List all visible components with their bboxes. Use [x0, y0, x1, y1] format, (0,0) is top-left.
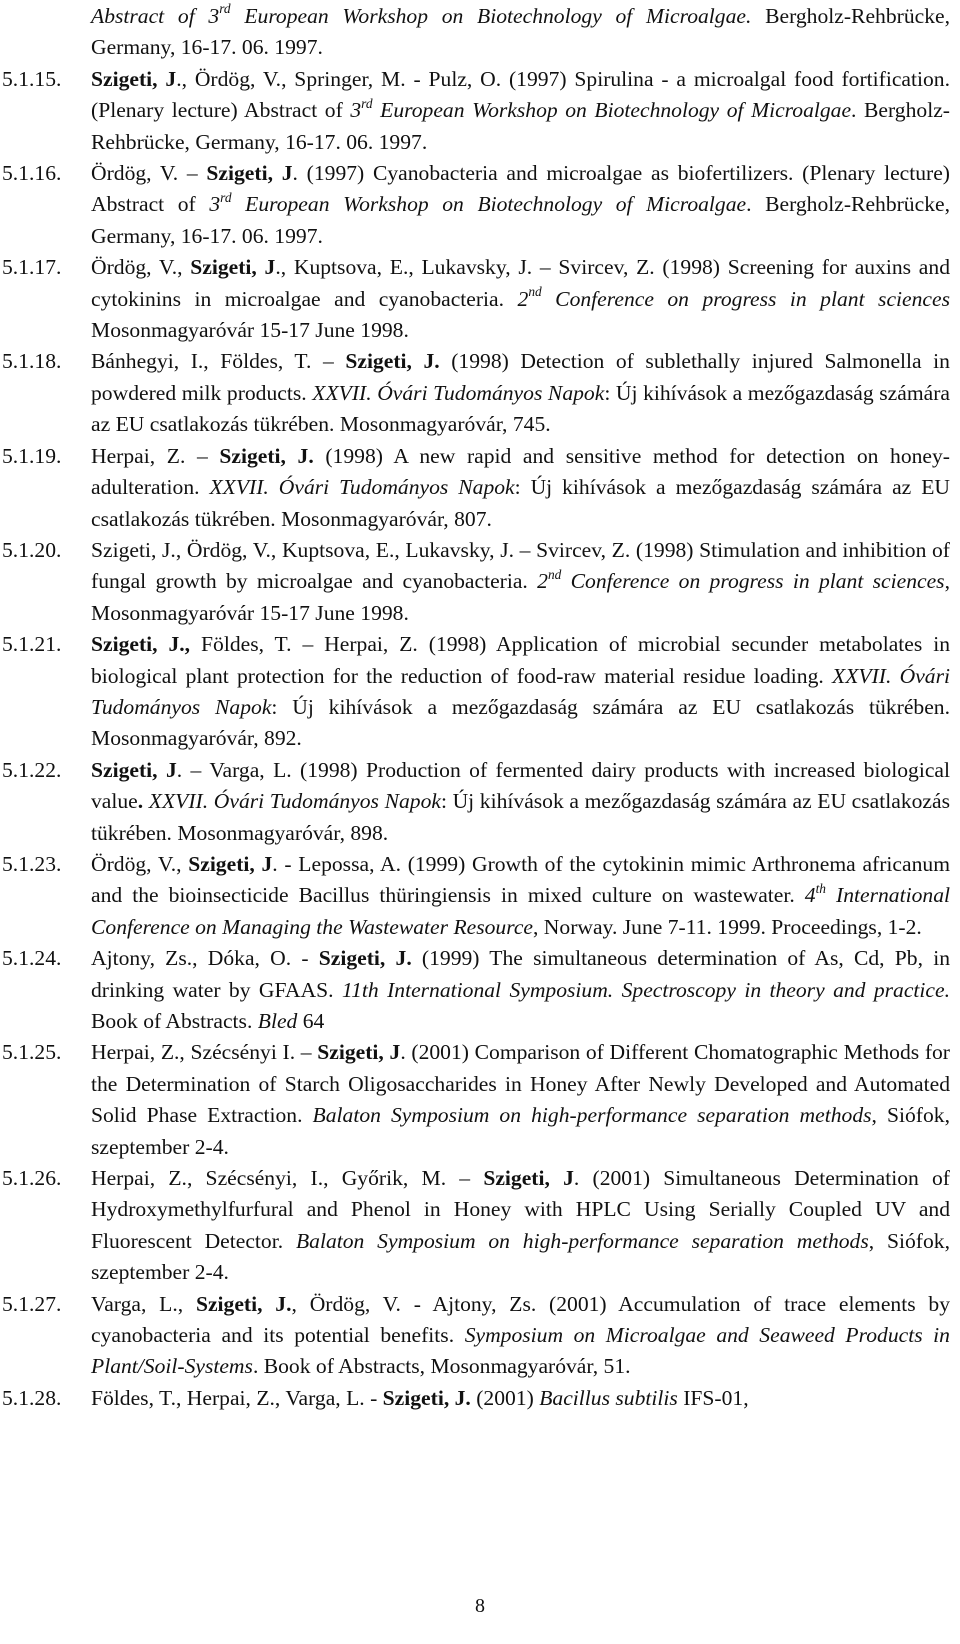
italic-text: Balaton Symposium on high-performance separation methods	[295, 1228, 869, 1253]
reference-text	[91, 64, 950, 158]
reference-number: 5.1.22.	[2, 757, 62, 782]
reference-text-run: (1999) The simultaneous determination of As, Cd, Pb, in drinking water by GFAAS.	[91, 946, 950, 1002]
reference-text-run: . (2001) Simultaneous Determination of Hydroxymethylfurfural and Phenol in Honey with HPLC Using Serially Coupled UV and Fluorescent Detector.	[91, 1166, 950, 1253]
reference-entry	[0, 158, 960, 252]
author-highlight: Szigeti, J	[206, 161, 293, 186]
reference-text	[91, 1037, 950, 1163]
italic-text: Bled	[257, 1009, 298, 1033]
reference-text-run: . (2001) Comparison of Different Chomatographic Methods for the Determination of Starch Oligosaccharides in Honey After Newly Developed and Automated Solid Phase Extraction.	[91, 1040, 951, 1128]
reference-number: 5.1.24.	[2, 946, 62, 971]
italic-text: European Workshop on Biotechnology of Microalgae	[231, 192, 747, 217]
author-highlight: Szigeti, J	[91, 66, 177, 91]
reference-text	[91, 849, 950, 943]
reference-text-run: . – Varga, L. (1998) Production of fermented dairy products with increased biological value	[91, 757, 950, 814]
italic-text: Bacillus subtilis	[539, 1385, 678, 1410]
reference-text-run: Herpai, Z., Szécsényi, I., Győrik, M. –	[91, 1166, 484, 1191]
reference-text	[91, 441, 950, 535]
reference-entry	[0, 441, 960, 535]
reference-entry	[0, 943, 960, 1037]
reference-text-run: : Új kihívások a mezőgazdaság számára az EU csatlakozás tükrében. Mosonmagyaróvár, 898.	[91, 789, 951, 845]
reference-entry	[0, 1, 960, 64]
italic-text: Balaton Symposium on high-performance separation methods	[312, 1103, 872, 1128]
reference-text-run: Ördög, V.,	[91, 851, 189, 876]
reference-entry	[0, 755, 960, 849]
superscript: nd	[528, 284, 542, 300]
italic-text: European Workshop on Biotechnology of Microalgae.	[230, 4, 752, 28]
reference-number: 5.1.28.	[2, 1385, 62, 1410]
page-number: 8	[475, 1595, 485, 1617]
italic-text: Symposium on Microalgae and Seaweed Products in Plant/Soil-Systems	[91, 1323, 950, 1379]
reference-entry	[0, 252, 960, 346]
italic-text: Abstract of 3	[91, 4, 220, 28]
reference-text-run: (1998) Detection of sublethally injured Salmonella in powdered milk products.	[91, 349, 950, 405]
reference-entry	[0, 1163, 960, 1289]
reference-text	[91, 1, 950, 64]
reference-text-run: Földes, T. – Herpai, Z. (1998) Application of microbial secunder metabolates in biological plant protection for the reduction of food-raw material residue loading.	[91, 632, 951, 688]
reference-entry	[0, 849, 960, 943]
reference-text-run: Földes, T., Herpai, Z., Varga, L. -	[91, 1385, 383, 1410]
reference-text-run: Herpai, Z. –	[91, 443, 220, 468]
reference-entry	[0, 629, 960, 755]
reference-text-run: : Új kihívások a mezőgazdaság számára az EU csatlakozás tükrében. Mosonmagyaróvár, 807.	[91, 475, 950, 531]
author-highlight: Szigeti, J.,	[91, 632, 191, 657]
reference-text-run: , Norway. June 7-11. 1999. Proceedings, 1-2.	[533, 914, 922, 939]
italic-text: 3	[209, 192, 221, 217]
author-highlight: Szigeti, J	[91, 757, 177, 782]
reference-number: 5.1.17.	[2, 255, 62, 280]
reference-text-run: . Bergholz-Rehbrücke, Germany, 16-17. 06. 1997.	[91, 98, 950, 154]
italic-text: XXVII. Óvári Tudományos Napok	[312, 380, 605, 405]
reference-text-run: , Siófok, szeptember 2-4.	[91, 1228, 950, 1285]
reference-entry	[0, 64, 960, 158]
reference-text-run: , Ördög, V. - Ajtony, Zs. (2001) Accumulation of trace elements by cyanobacteria and its potential benefits.	[91, 1291, 950, 1348]
author-highlight: Szigeti, J.	[195, 1291, 292, 1316]
italic-text: 2	[537, 569, 548, 594]
author-highlight: Szigeti, J.	[382, 1385, 471, 1410]
reference-number: 5.1.25.	[2, 1040, 62, 1065]
reference-number: 5.1.19.	[2, 443, 62, 468]
reference-text-run: Szigeti, J., Ördög, V., Kuptsova, E., Lukavsky, J. – Svircev, Z. (1998) Stimulation and inhibition of fungal growth by microalgae and cyanobacteria.	[91, 537, 950, 594]
reference-number: 5.1.16.	[2, 161, 62, 186]
author-highlight: Szigeti, J	[188, 851, 273, 876]
reference-text-run: , Mosonmagyaróvár 15-17 June 1998.	[91, 569, 950, 625]
superscript: rd	[219, 1, 231, 17]
reference-text	[91, 1163, 950, 1289]
author-highlight: Szigeti, J.	[219, 443, 314, 468]
italic-text: 3	[350, 98, 362, 123]
superscript: rd	[361, 95, 373, 111]
italic-text: 11th International Symposium. Spectroscopy in theory and practice.	[341, 977, 950, 1002]
reference-entry	[0, 1383, 960, 1414]
reference-number: 5.1.23.	[2, 851, 62, 876]
reference-text	[91, 1383, 950, 1414]
author-highlight: Szigeti, J	[317, 1040, 401, 1065]
italic-text: Conference on progress in plant sciences	[541, 286, 950, 311]
reference-text-run: . Bergholz-Rehbrücke, Germany, 16-17. 06. 1997.	[91, 192, 950, 248]
author-highlight: Szigeti, J	[483, 1166, 574, 1191]
reference-text-run: : Új kihívások a mezőgazdaság számára az EU csatlakozás tükrében. Mosonmagyaróvár, 892.	[91, 694, 950, 751]
reference-entry	[0, 535, 960, 629]
reference-text	[91, 1289, 950, 1383]
reference-text	[91, 755, 950, 849]
reference-text-run: ., Kuptsova, E., Lukavsky, J. – Svircev, Z. (1998) Screening for auxins and cytokinins in microalgae and cyanobacteria.	[91, 255, 950, 311]
author-highlight: Szigeti, J	[190, 255, 276, 280]
italic-text: 2	[517, 286, 529, 311]
reference-text-run: (1998) A new rapid and sensitive method for detection on honey-adulteration.	[91, 443, 950, 500]
italic-text: International Conference on Managing the Wastewater Resource	[91, 883, 950, 939]
superscript: th	[815, 880, 826, 896]
superscript: rd	[220, 189, 232, 205]
superscript: nd	[547, 566, 562, 582]
reference-list	[0, 1, 960, 1414]
italic-text: 4	[804, 883, 816, 908]
italic-text: XXVII. Óvári Tudományos Napok	[91, 663, 950, 719]
reference-number: 5.1.20.	[2, 537, 62, 562]
reference-text	[91, 535, 950, 629]
author-highlight: Szigeti, J.	[345, 349, 440, 374]
reference-entry	[0, 346, 960, 440]
reference-text-run: Book of Abstracts.	[91, 1009, 258, 1033]
reference-text-run: . Book of Abstracts, Mosonmagyaróvár, 51.	[252, 1354, 631, 1379]
reference-number: 5.1.18.	[2, 349, 62, 374]
reference-text-run: Bergholz-Rehbrücke, Germany, 16-17. 06. 1997.	[91, 4, 950, 60]
author-highlight: Szigeti, J.	[318, 946, 412, 971]
reference-text-run: Ajtony, Zs., Dóka, O. -	[91, 946, 319, 971]
reference-text-run: , Siófok, szeptember 2-4.	[91, 1103, 950, 1159]
reference-number: 5.1.15.	[2, 66, 62, 91]
author-highlight: .	[137, 789, 144, 814]
reference-text-run: 64	[297, 1009, 325, 1033]
reference-text-run: Ördög, V. –	[91, 161, 207, 186]
reference-text-run: (2001)	[470, 1385, 540, 1410]
reference-text	[91, 252, 950, 346]
reference-text-run: ., Ördög, V., Springer, M. - Pulz, O. (1997) Spirulina - a microalgal food fortification. (Plenary lecture) Abstract of	[91, 66, 950, 123]
reference-text-run: Ördög, V.,	[91, 255, 191, 280]
reference-text-run: . (1997) Cyanobacteria and microalgae as biofertilizers. (Plenary lecture) Abstract of	[91, 161, 951, 217]
reference-text	[91, 158, 950, 252]
reference-text	[91, 943, 950, 1037]
italic-text: Conference on progress in plant sciences	[561, 569, 945, 594]
reference-text	[91, 629, 950, 755]
italic-text: XXVII. Óvári Tudományos Napok	[209, 475, 515, 500]
reference-text-run: Mosonmagyaróvár 15-17 June 1998.	[91, 318, 409, 343]
reference-number: 5.1.21.	[2, 632, 62, 657]
reference-entry	[0, 1037, 960, 1163]
italic-text: XXVII. Óvári Tudományos Napok	[148, 789, 441, 814]
reference-text-run: Varga, L.,	[91, 1291, 196, 1316]
reference-text-run: : Új kihívások a mezőgazdaság számára az EU csatlakozás tükrében. Mosonmagyaróvár, 745.	[91, 380, 951, 437]
reference-entry	[0, 1289, 960, 1383]
italic-text: European Workshop on Biotechnology of Microalgae	[372, 98, 852, 123]
reference-text-run: Bánhegyi, I., Földes, T. –	[91, 349, 346, 374]
reference-text	[91, 346, 950, 440]
reference-number: 5.1.27.	[2, 1291, 62, 1316]
reference-text-run: . - Lepossa, A. (1999) Growth of the cytokinin mimic Arthronema africanum and the bioinsecticide Bacillus thüringiensis in mixed culture on wastewater.	[91, 851, 950, 908]
reference-number: 5.1.26.	[2, 1166, 62, 1191]
reference-text-run: Herpai, Z., Szécsényi I. –	[91, 1040, 318, 1065]
reference-text-run: IFS-01,	[677, 1385, 749, 1410]
